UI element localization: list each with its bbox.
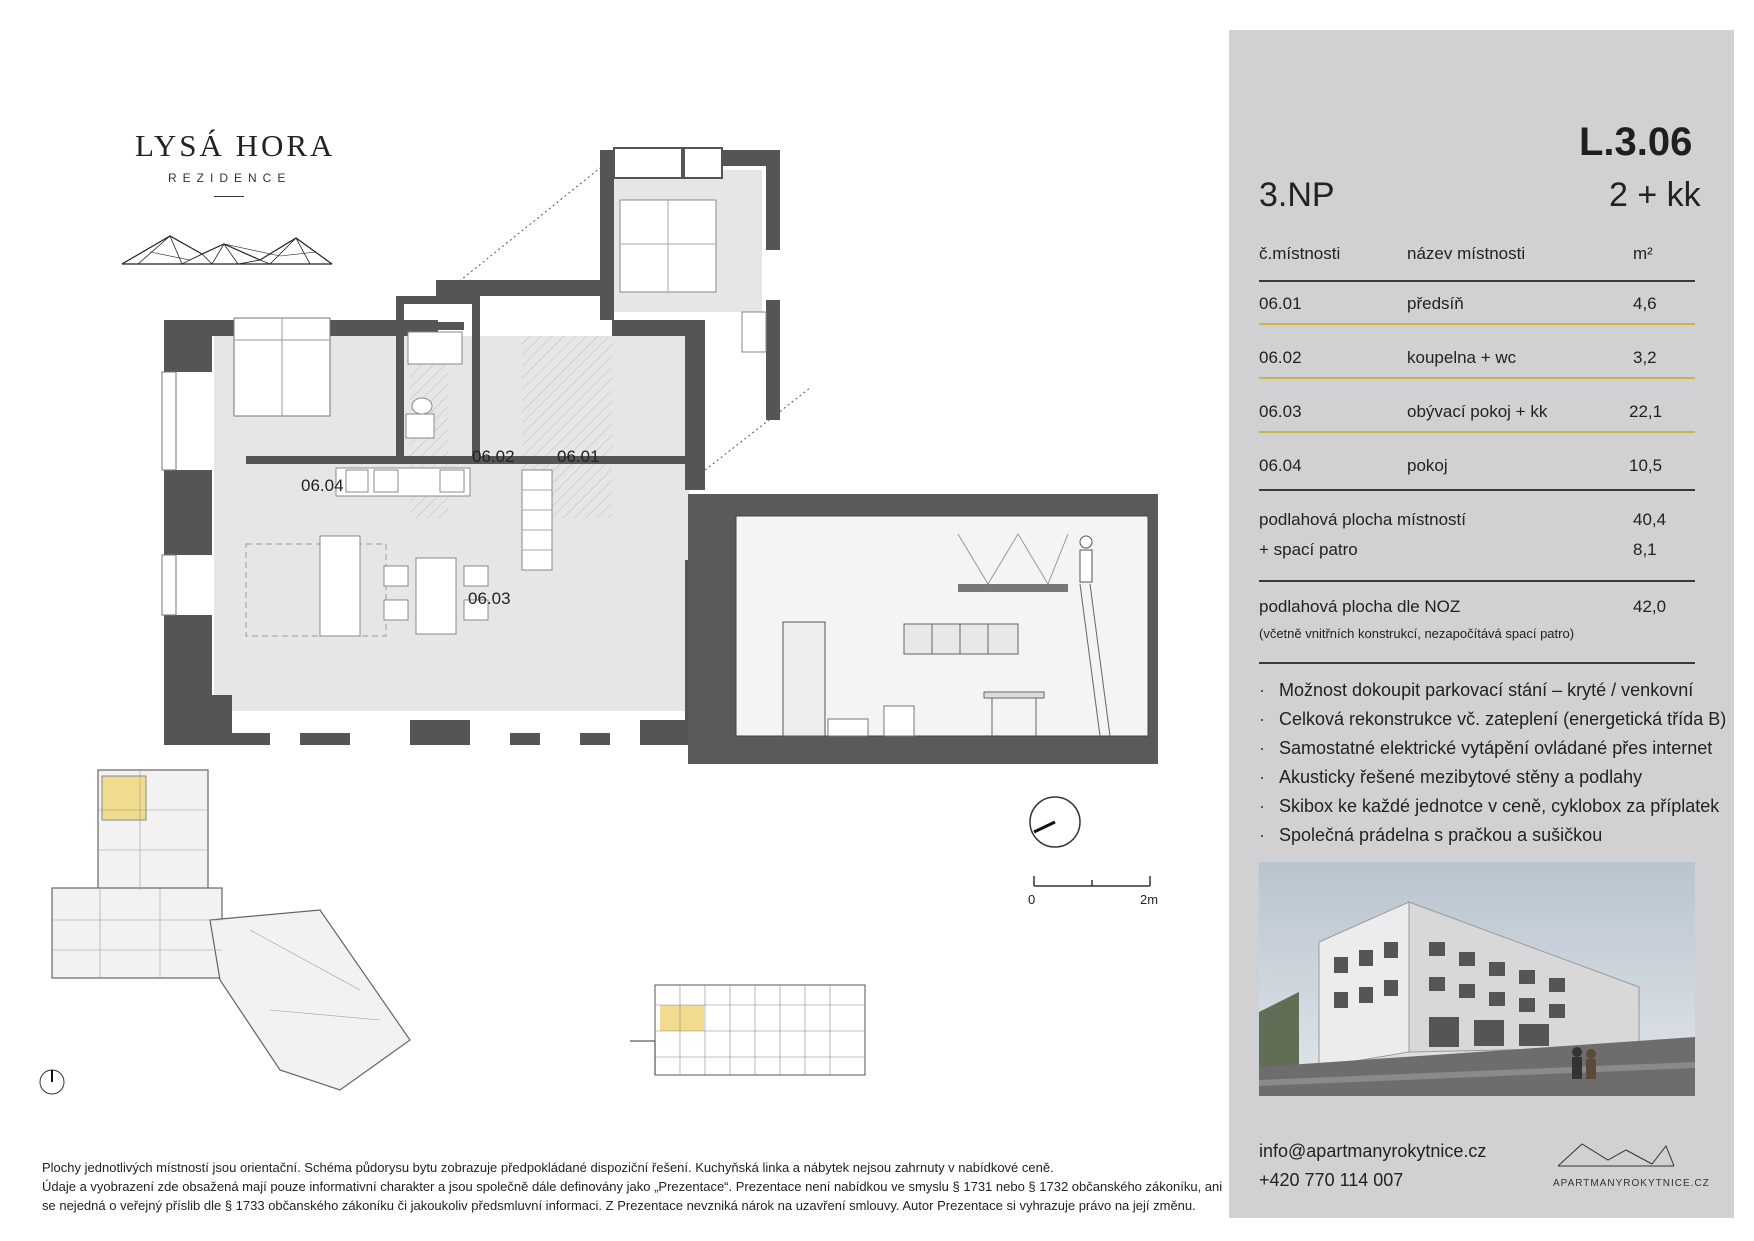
row-0602-area: 3,2 <box>1633 348 1657 367</box>
sleeping-label: + spací patro <box>1259 540 1358 559</box>
table-rule <box>1259 662 1695 664</box>
table-rule <box>1259 377 1695 379</box>
col-header-name: název místnosti <box>1407 244 1526 263</box>
section-view <box>688 494 1158 764</box>
row-0601-area: 4,6 <box>1633 294 1657 313</box>
row-0601-number: 06.01 <box>1259 294 1302 313</box>
disclaimer-line-2: Údaje a vyobrazení zde obsažená mají pouze informativní charakter a jsou společně dále definovány jako „Prezentace“. Prezentace není nabídkou ve smyslu § 1731 nebo § 1732 občanského zákoníku, ani <box>42 1179 1223 1194</box>
feature-item: · Společná prádelna s pračkou a sušičkou <box>1259 825 1603 845</box>
feature-item: · Samostatné elektrické vytápění ovládané přes internet <box>1259 738 1713 758</box>
noz-note: (včetně vnitřních konstrukcí, nezapočítává spací patro) <box>1259 626 1575 641</box>
row-0603-name: obývací pokoj + kk <box>1407 402 1548 421</box>
feature-item: · Skibox ke každé jednotce v ceně, cyklobox za příplatek <box>1259 796 1720 816</box>
floor-area-value: 40,4 <box>1633 510 1667 529</box>
room-label-0603: 06.03 <box>468 589 511 608</box>
feature-item: · Celková rekonstrukce vč. zateplení (energetická třída B) <box>1259 709 1727 729</box>
contact-email[interactable]: info@apartmanyrokytnice.cz <box>1259 1141 1487 1161</box>
noz-value: 42,0 <box>1633 597 1667 616</box>
row-0603-area: 22,1 <box>1629 402 1663 421</box>
room-label-0602: 06.02 <box>472 447 515 466</box>
contact-phone[interactable]: +420 770 114 007 <box>1259 1170 1404 1190</box>
table-rule <box>1259 323 1695 325</box>
site-plan <box>40 770 420 1100</box>
scale-bar <box>1032 870 1152 890</box>
feature-item: · Možnost dokoupit parkovací stání – kryté / venkovní <box>1259 680 1694 700</box>
row-0602-name: koupelna + wc <box>1407 348 1517 367</box>
logo-title: LYSÁ HORA <box>135 128 336 163</box>
row-0604-name: pokoj <box>1407 456 1448 475</box>
row-0602-number: 06.02 <box>1259 348 1302 367</box>
table-rule <box>1259 431 1695 433</box>
building-render <box>1259 862 1695 1096</box>
row-0601-name: předsíň <box>1407 294 1464 313</box>
floor-area-label: podlahová plocha místností <box>1259 510 1466 529</box>
floor-label: 3.NP <box>1259 176 1335 214</box>
row-0604-number: 06.04 <box>1259 456 1302 475</box>
noz-label: podlahová plocha dle NOZ <box>1259 597 1461 616</box>
unit-layout: 2 + kk <box>1609 176 1701 214</box>
table-rule <box>1259 280 1695 282</box>
feature-item: · Akusticky řešené mezibytové stěny a podlahy <box>1259 767 1643 787</box>
disclaimer-line-3: se nejedná o veřejný příslib dle § 1733 občanského zákoníku či jakoukoliv předsmluvní informaci. Z Prezentace nevzniká nárok na uzavření smlouvy. Autor Prezentace si vyhrazuje právo na její změnu. <box>42 1198 1196 1213</box>
room-label-0601: 06.01 <box>557 447 600 466</box>
compass-icon <box>1028 795 1084 851</box>
disclaimer-line-1: Plochy jednotlivých místností jsou orientační. Schéma půdorysu bytu zobrazuje předpokládané dispoziční řešení. Kuchyňská linka a nábytek nejsou zahrnuty v nabídkové ceně. <box>42 1160 1054 1175</box>
table-rule <box>1259 580 1695 582</box>
scale-end: 2m <box>1140 892 1159 907</box>
row-0604-area: 10,5 <box>1629 456 1663 475</box>
table-rule <box>1259 489 1695 491</box>
sleeping-value: 8,1 <box>1633 540 1657 559</box>
col-header-area: m² <box>1633 244 1653 263</box>
brand-name: APARTMANYROKYTNICE.CZ <box>1553 1178 1710 1189</box>
col-header-number: č.místnosti <box>1259 244 1341 263</box>
unit-code: L.3.06 <box>1579 120 1693 164</box>
building-elevation <box>630 975 870 1085</box>
scale-start: 0 <box>1028 892 1036 907</box>
brand-mountain-icon <box>1556 1140 1676 1170</box>
room-label-0604: 06.04 <box>301 476 344 495</box>
row-0603-number: 06.03 <box>1259 402 1302 421</box>
logo-subtitle: REZIDENCE <box>168 171 292 185</box>
